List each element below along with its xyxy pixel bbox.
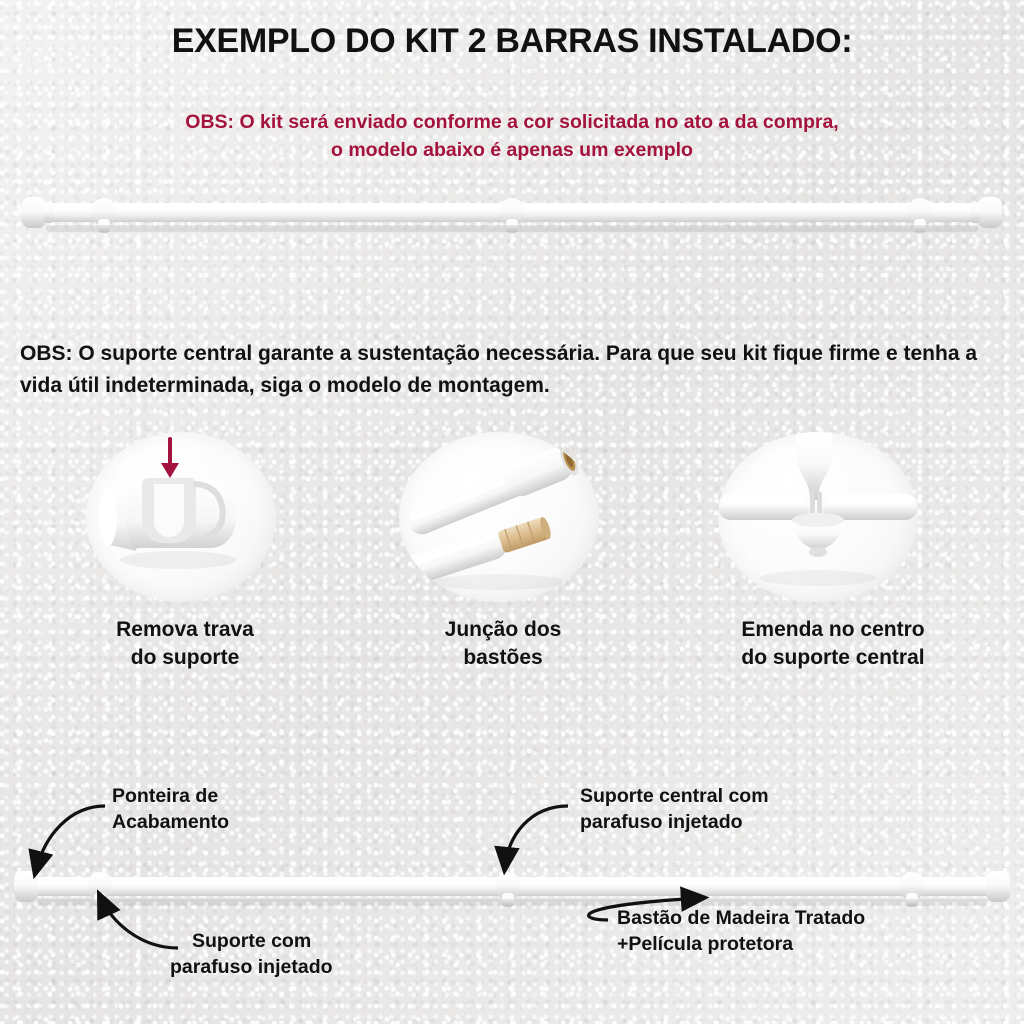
- callout-line-1: Suporte com: [192, 930, 312, 952]
- step-caption-remova-trava: [60, 616, 310, 673]
- callout-label-ponteira: [112, 783, 352, 836]
- callout-line-2: Acabamento: [112, 811, 230, 834]
- obs-black-note: OBS: O suporte central garante a sustentação necessária. Para que seu kit fique firme e tenha a vida útil indeterminada, siga o modelo de montagem.: [20, 342, 978, 397]
- step-image-juncao-bastoes: [399, 432, 599, 602]
- callout-label-bastao-madeira: [617, 905, 997, 958]
- caption-line-1: Junção dos: [444, 618, 562, 641]
- callout-line-2: +Película protetora: [617, 933, 794, 956]
- obs-red-line-1: OBS: O kit será enviado conforme a cor solicitada no ato a da compra,: [185, 111, 839, 133]
- callout-line-2: parafuso injetado: [580, 811, 743, 834]
- step-caption-emenda-centro: [688, 616, 978, 673]
- caption-line-2: do suporte central: [741, 646, 925, 670]
- caption-line-2: bastões: [463, 646, 543, 670]
- caption-line-1: Emenda no centro: [741, 618, 925, 641]
- caption-line-1: Remova trava: [116, 618, 254, 641]
- callout-line-1: Ponteira de: [112, 785, 219, 807]
- down-arrow-icon: [150, 436, 190, 482]
- caption-line-2: do suporte: [130, 646, 240, 670]
- callout-line-1: Suporte central com: [580, 785, 769, 807]
- obs-red-note: [40, 108, 984, 165]
- step-image-emenda-centro: [718, 432, 918, 602]
- step-image-remova-trava: [86, 432, 276, 602]
- callout-label-suporte-parafuso: [170, 928, 470, 981]
- callout-label-suporte-central: [580, 783, 910, 836]
- page-title: EXEMPLO DO KIT 2 BARRAS INSTALADO:: [171, 22, 853, 60]
- callout-line-2: parafuso injetado: [170, 956, 333, 979]
- obs-red-line-2: o modelo abaixo é apenas um exemplo: [331, 139, 693, 162]
- callout-line-1: Bastão de Madeira Tratado: [617, 907, 866, 929]
- step-caption-juncao-bastoes: [378, 616, 628, 673]
